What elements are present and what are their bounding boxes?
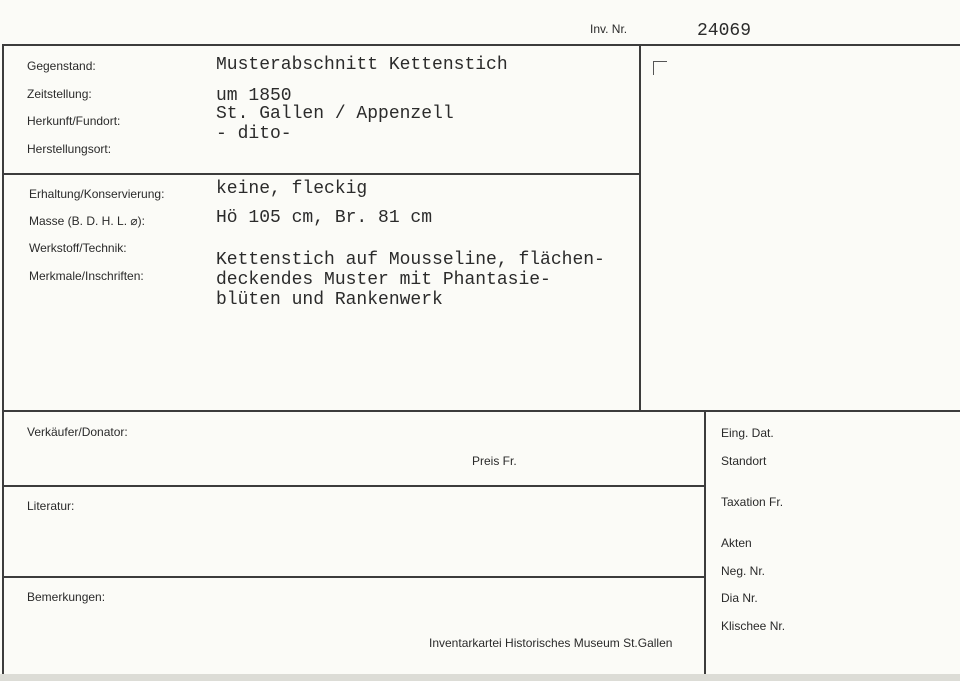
klischee-nr-label: Klischee Nr. [721,619,786,633]
literatur-label: Literatur: [27,499,75,513]
erhaltung-value: keine, fleckig [216,179,368,199]
akten-label: Akten [721,536,752,550]
card-bottom-edge [0,674,960,681]
herstellungsort-value: - dito- [216,124,292,144]
masse-label: Masse (B. D. H. L. ⌀): [29,214,145,228]
left-border [2,44,4,674]
photo-corner-mark [653,61,667,75]
erhaltung-label: Erhaltung/Konservierung: [29,187,165,201]
dia-nr-label: Dia Nr. [721,591,758,605]
preis-label: Preis Fr. [472,454,517,468]
masse-value: Hö 105 cm, Br. 81 cm [216,208,433,228]
herkunft-value: St. Gallen / Appenzell [216,104,454,124]
divider-photo-area [639,44,641,412]
bemerkungen-label: Bemerkungen: [27,590,106,604]
inv-nr-label: Inv. Nr. [590,22,628,36]
rule-header [2,44,960,46]
zeitstellung-value: um 1850 [216,86,292,106]
divider-admin-column [704,410,706,674]
herkunft-label: Herkunft/Fundort: [27,114,121,128]
description-line: deckendes Muster mit Phantasie- [216,270,551,290]
rule-literatur [2,576,705,578]
description-line: Kettenstich auf Mousseline, flächen- [216,250,605,270]
neg-nr-label: Neg. Nr. [721,564,766,578]
gegenstand-label: Gegenstand: [27,59,96,73]
card-footer: Inventarkartei Historisches Museum St.Gallen [429,636,673,650]
gegenstand-value: Musterabschnitt Kettenstich [216,55,508,75]
rule-object-section [2,173,641,175]
inv-nr-value: 24069 [697,21,752,41]
description-line: blüten und Rankenwerk [216,290,443,310]
rule-upper-section [2,410,960,412]
verkaeufer-label: Verkäufer/Donator: [27,425,128,439]
zeitstellung-label: Zeitstellung: [27,87,92,101]
rule-verkaeufer [2,485,705,487]
taxation-label: Taxation Fr. [721,495,784,509]
standort-label: Standort [721,454,767,468]
merkmale-label: Merkmale/Inschriften: [29,269,144,283]
werkstoff-label: Werkstoff/Technik: [29,241,127,255]
herstellungsort-label: Herstellungsort: [27,142,112,156]
eing-dat-label: Eing. Dat. [721,426,774,440]
